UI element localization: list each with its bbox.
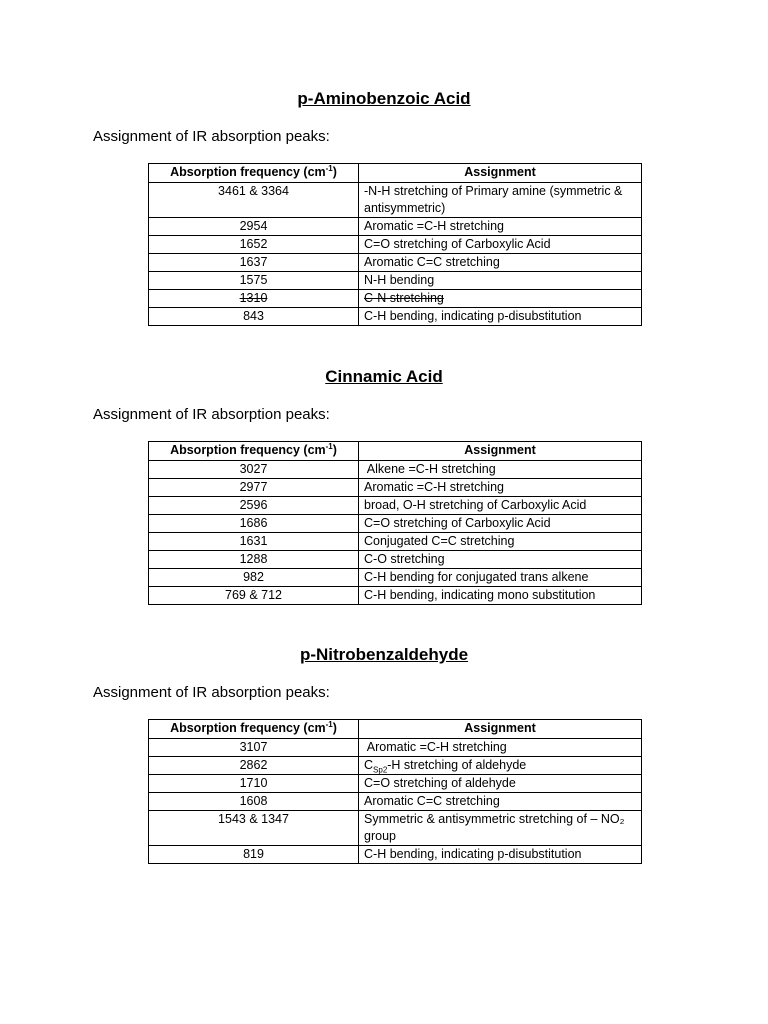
frequency-cell: 843 (149, 308, 359, 326)
assignment-cell: N-H bending (359, 272, 642, 290)
header-assignment: Assignment (359, 164, 642, 183)
table-row (149, 775, 642, 793)
assignment-cell: C-H bending for conjugated trans alkene (359, 569, 642, 587)
assignment-cell: Aromatic =C-H stretching (359, 739, 642, 757)
assignment-cell: C-H bending, indicating mono substitution (359, 587, 642, 605)
table-row (149, 254, 642, 272)
table-row (149, 739, 642, 757)
frequency-cell: 1637 (149, 254, 359, 272)
frequency-cell: 982 (149, 569, 359, 587)
frequency-cell: 1288 (149, 551, 359, 569)
table-row-struck (149, 290, 642, 308)
table-row (149, 236, 642, 254)
table-row (149, 497, 642, 515)
assignment-cell: broad, O-H stretching of Carboxylic Acid (359, 497, 642, 515)
table-row (149, 479, 642, 497)
table-row (149, 757, 642, 775)
header-frequency: Absorption frequency $(cm^{-1})$ (149, 720, 359, 739)
frequency-cell: 1652 (149, 236, 359, 254)
assignment-cell: Symmetric & antisymmetric stretching of – NO₂ group (359, 811, 642, 846)
section-subtitle: Assignment of IR absorption peaks: (93, 128, 330, 145)
frequency-cell: 819 (149, 846, 359, 864)
frequency-cell: 1710 (149, 775, 359, 793)
table-row (149, 587, 642, 605)
frequency-cell: 2596 (149, 497, 359, 515)
header-assignment: Assignment (359, 720, 642, 739)
assignment-cell: C=O stretching of Carboxylic Acid (359, 515, 642, 533)
frequency-cell: 1575 (149, 272, 359, 290)
section-subtitle: Assignment of IR absorption peaks: (93, 406, 330, 423)
table-header-row (149, 442, 642, 461)
ir-table-cinnamic-acid (148, 441, 642, 605)
assignment-cell-struck: C-N stretching (359, 290, 642, 308)
section-title-p-aminobenzoic-acid: p-Aminobenzoic Acid (297, 89, 471, 108)
assignment-cell: Aromatic C=C stretching (359, 793, 642, 811)
header-assignment: Assignment (359, 442, 642, 461)
section-title-p-nitrobenzaldehyde: p-Nitrobenzaldehyde (299, 645, 469, 664)
assignment-cell: Alkene =C-H stretching (359, 461, 642, 479)
assignment-cell: Aromatic =C-H stretching (359, 479, 642, 497)
assignment-cell: Aromatic C=C stretching (359, 254, 642, 272)
table-row (149, 569, 642, 587)
header-frequency: Absorption frequency $(cm^{-1})$ (149, 442, 359, 461)
assignment-cell: C=O stretching of Carboxylic Acid (359, 236, 642, 254)
section-subtitle: Assignment of IR absorption peaks: (93, 684, 330, 701)
frequency-cell: 1543 & 1347 (149, 811, 359, 846)
table-header-row (149, 720, 642, 739)
table-row (149, 272, 642, 290)
assignment-cell: C=O stretching of aldehyde (359, 775, 642, 793)
frequency-cell: 1686 (149, 515, 359, 533)
frequency-cell: 769 & 712 (149, 587, 359, 605)
assignment-cell: C-H bending, indicating p-disubstitution (359, 308, 642, 326)
table-row (149, 461, 642, 479)
table-row (149, 533, 642, 551)
frequency-cell: 3027 (149, 461, 359, 479)
ir-table-p-aminobenzoic-acid (148, 163, 642, 326)
assignment-cell: Conjugated C=C stretching (359, 533, 642, 551)
table-row (149, 551, 642, 569)
table-row (149, 308, 642, 326)
table-row (149, 811, 642, 846)
frequency-cell: 1608 (149, 793, 359, 811)
assignment-cell: C-H bending, indicating p-disubstitution (359, 846, 642, 864)
table-header-row (149, 164, 642, 183)
frequency-cell: 2862 (149, 757, 359, 775)
table-row (149, 793, 642, 811)
table-row (149, 515, 642, 533)
table-row (149, 183, 642, 218)
header-frequency: Absorption frequency $(cm^{-1})$ (149, 164, 359, 183)
assignment-cell: C-O stretching (359, 551, 642, 569)
assignment-cell: -N-H stretching of Primary amine (symmetric & antisymmetric) (359, 183, 642, 218)
frequency-cell: 2954 (149, 218, 359, 236)
assignment-cell: $C_{Sp2}-H$ stretching of aldehyde (359, 757, 642, 775)
ir-table-p-nitrobenzaldehyde (148, 719, 642, 864)
table-row (149, 218, 642, 236)
frequency-cell: 3107 (149, 739, 359, 757)
table-row (149, 846, 642, 864)
frequency-cell: 1631 (149, 533, 359, 551)
frequency-cell-struck: 1310 (149, 290, 359, 308)
frequency-cell: 3461 & 3364 (149, 183, 359, 218)
frequency-cell: 2977 (149, 479, 359, 497)
section-title-cinnamic-acid: Cinnamic Acid (325, 367, 443, 386)
assignment-cell: Aromatic =C-H stretching (359, 218, 642, 236)
